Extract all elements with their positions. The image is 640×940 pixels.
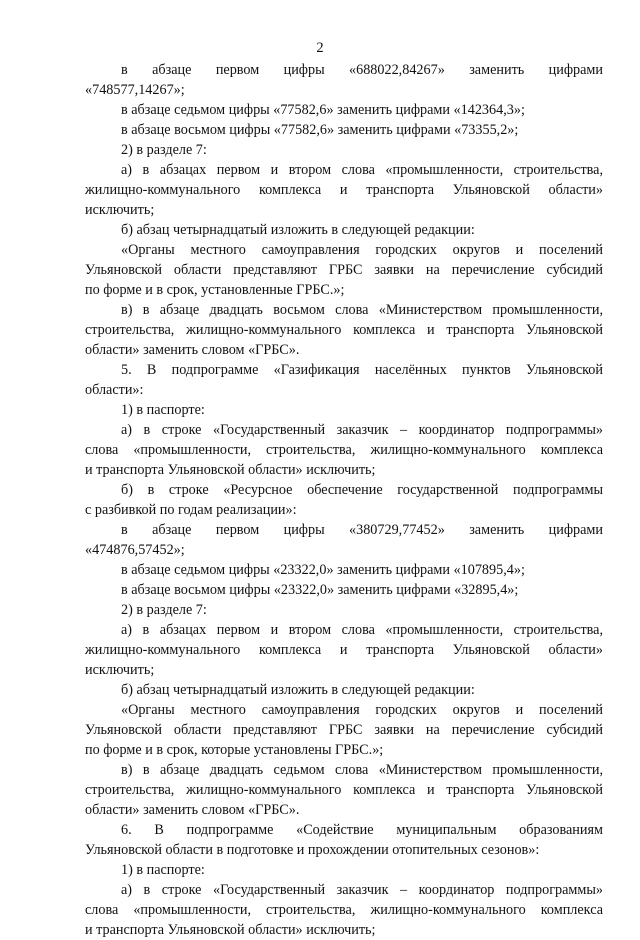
- text-line: и транспорта Ульяновской области» исключить;: [85, 922, 376, 938]
- text-line: б) в строке «Ресурсное обеспечение государственной подпрограммы: [121, 482, 603, 498]
- text-line: жилищно-коммунального комплекса и транспорта Ульяновской области»: [85, 642, 603, 658]
- text-line: с разбивкой по годам реализации»:: [85, 502, 297, 518]
- text-line: исключить;: [85, 202, 155, 218]
- text-line: 5. В подпрограмме «Газификация населённых пунктов Ульяновской: [121, 362, 603, 378]
- text-line: области» заменить словом «ГРБС».: [85, 342, 300, 358]
- text-line: 2) в разделе 7:: [121, 602, 207, 618]
- text-line: и транспорта Ульяновской области» исключить;: [85, 462, 376, 478]
- text-line: а) в строке «Государственный заказчик – координатор подпрограммы»: [121, 422, 603, 438]
- text-line: а) в абзацах первом и втором слова «промышленности, строительства,: [121, 162, 603, 178]
- text-line: области» заменить словом «ГРБС».: [85, 802, 300, 818]
- text-line: в) в абзаце двадцать восьмом слова «Министерством промышленности,: [121, 302, 603, 318]
- text-line: 1) в паспорте:: [121, 402, 205, 418]
- text-line: строительства, жилищно-коммунального комплекса и транспорта Ульяновской: [85, 322, 603, 338]
- text-line: б) абзац четырнадцатый изложить в следующей редакции:: [121, 682, 475, 698]
- text-line: б) абзац четырнадцатый изложить в следующей редакции:: [121, 222, 475, 238]
- text-line: 2) в разделе 7:: [121, 142, 207, 158]
- text-line: «748577,14267»;: [85, 82, 185, 98]
- text-line: а) в абзацах первом и втором слова «промышленности, строительства,: [121, 622, 603, 638]
- text-line: слова «промышленности, строительства, жилищно-коммунального комплекса: [85, 442, 603, 458]
- text-line: в абзаце седьмом цифры «23322,0» заменить цифрами «107895,4»;: [121, 562, 525, 578]
- text-line: слова «промышленности, строительства, жилищно-коммунального комплекса: [85, 902, 603, 918]
- text-line: области»:: [85, 382, 144, 398]
- page-number: 2: [316, 40, 324, 56]
- text-line: исключить;: [85, 662, 155, 678]
- text-line: Ульяновской области представляют ГРБС заявки на перечисление субсидий: [85, 262, 603, 278]
- text-line: в абзаце первом цифры «380729,77452» заменить цифрами: [121, 522, 603, 538]
- text-line: в абзаце восьмом цифры «23322,0» заменить цифрами «32895,4»;: [121, 582, 519, 598]
- text-line: по форме и в срок, установленные ГРБС.»;: [85, 282, 345, 298]
- text-line: а) в строке «Государственный заказчик – координатор подпрограммы»: [121, 882, 603, 898]
- text-line: 1) в паспорте:: [121, 862, 205, 878]
- text-line: в абзаце восьмом цифры «77582,6» заменить цифрами «73355,2»;: [121, 122, 519, 138]
- text-line: 6. В подпрограмме «Содействие муниципальным образованиям: [121, 822, 603, 838]
- text-line: в) в абзаце двадцать седьмом слова «Министерством промышленности,: [121, 762, 603, 778]
- text-line: Ульяновской области представляют ГРБС заявки на перечисление субсидий: [85, 722, 603, 738]
- document-body: [85, 60, 603, 940]
- text-line: «474876,57452»;: [85, 542, 185, 558]
- text-line: Ульяновской области в подготовке и прохождении отопительных сезонов»:: [85, 842, 540, 858]
- text-line: «Органы местного самоуправления городских округов и поселений: [121, 242, 603, 258]
- text-line: в абзаце первом цифры «688022,84267» заменить цифрами: [121, 62, 603, 78]
- text-line: по форме и в срок, которые установлены ГРБС.»;: [85, 742, 384, 758]
- text-line: строительства, жилищно-коммунального комплекса и транспорта Ульяновской: [85, 782, 603, 798]
- text-line: «Органы местного самоуправления городских округов и поселений: [121, 702, 603, 718]
- text-line: жилищно-коммунального комплекса и транспорта Ульяновской области»: [85, 182, 603, 198]
- text-line: в абзаце седьмом цифры «77582,6» заменить цифрами «142364,3»;: [121, 102, 525, 118]
